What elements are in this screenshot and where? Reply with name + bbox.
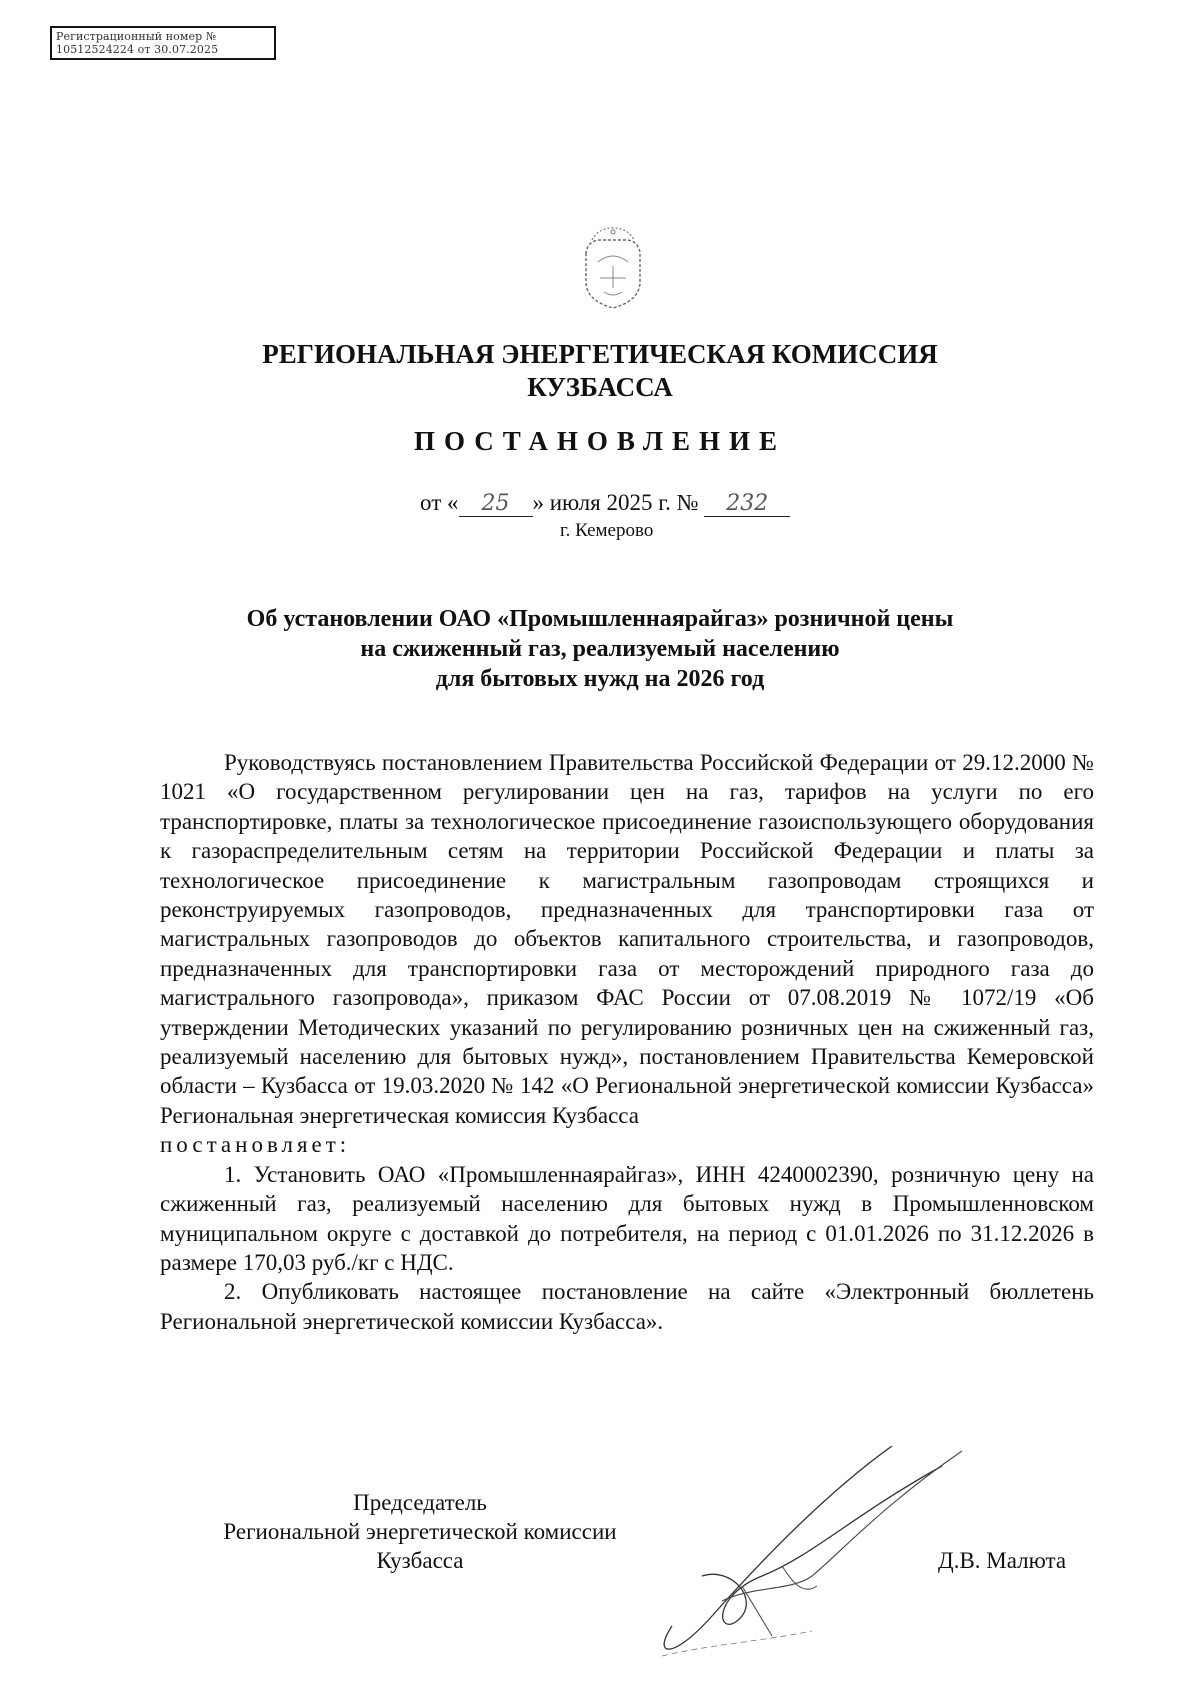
document-body	[160, 748, 1094, 1336]
organization-name	[50, 338, 1150, 404]
coat-of-arms-emblem	[578, 226, 648, 310]
organization-name-line1: РЕГИОНАЛЬНАЯ ЭНЕРГЕТИЧЕСКАЯ КОМИССИЯ	[262, 339, 938, 369]
item-1-paragraph: 1. Установить ОАО «Промышленнаярайгаз», ИНН 4240002390, розничную цену на сжиженный газ, реализуемый населению для бытовых нужд в Промышленновском муниципальном округе с доставкой до потребителя, на период с 01.01.2026 по 31.12.2026 в размере 170,03 руб./кг с НДС.	[160, 1161, 1094, 1275]
date-day-blank	[459, 490, 533, 517]
registration-stamp	[50, 26, 276, 60]
city-name: г. Кемерово	[560, 520, 654, 541]
subject-line1: Об установлении ОАО «Промышленнаярайгаз» розничной цены	[246, 606, 954, 632]
registration-stamp-line1: Регистрационный номер №	[56, 30, 217, 43]
decree-word: постановляет:	[160, 1132, 351, 1158]
document-number-blank	[704, 490, 790, 517]
organization-name-line2: КУЗБАССА	[527, 372, 673, 402]
document-number-handwritten: 232	[726, 491, 769, 516]
date-suffix: » июля 2025 г. №	[532, 490, 699, 515]
document-type-title: ПОСТАНОВЛЕНИЕ	[413, 426, 787, 456]
signatory-title	[170, 1488, 670, 1575]
signatory-title-line1: Председатель	[353, 1490, 487, 1515]
preamble-paragraph: Руководствуясь постановлением Правительства Российской Федерации от 29.12.2000 № 1021 «О государственном регулировании цен на газ, тарифов на услуги по его транспортировке, платы за технологическое присоединение газоиспользующего оборудования к газораспределительным сетям на территории Российской Федерации и платы за технологическое присоединение к магистральным газопроводам строящихся и реконструируемых газопроводов, предназначенных для транспортировки газа от магистральных газопроводов до объектов капитального строительства, и газопроводов, предназначенных для транспортировки газа от месторождений природного газа до магистрального газопровода», приказом ФАС России от 07.08.2019 № 1072/19 «Об утверждении Методических указаний по регулированию розничных цен на сжиженный газ, реализуемый населению для бытовых нужд», постановлением Правительства Кемеровской области – Кузбасса от 19.03.2020 № 142 «О Региональной энергетической комиссии Кузбасса» Региональная энергетическая комиссия Кузбасса	[160, 750, 1094, 1128]
document-subject	[50, 604, 1150, 694]
signatory-title-line2: Региональной энергетической комиссии	[223, 1519, 617, 1544]
subject-line2: на сжиженный газ, реализуемый населению	[360, 636, 840, 662]
item-2-paragraph: 2. Опубликовать настоящее постановление на сайте «Электронный бюллетень Региональной энергетической комиссии Кузбасса».	[160, 1279, 1094, 1334]
date-day-handwritten: 25	[481, 491, 510, 516]
date-number-line	[420, 490, 790, 517]
date-prefix: от «	[420, 490, 459, 515]
registration-stamp-line2: 10512524224 от 30.07.2025	[56, 43, 219, 56]
signatory-name: Д.В. Малюта	[938, 1548, 1067, 1573]
handwritten-signature	[642, 1426, 972, 1666]
signatory-title-line3: Кузбасса	[376, 1548, 464, 1573]
subject-line3: для бытовых нужд на 2026 год	[435, 666, 765, 692]
